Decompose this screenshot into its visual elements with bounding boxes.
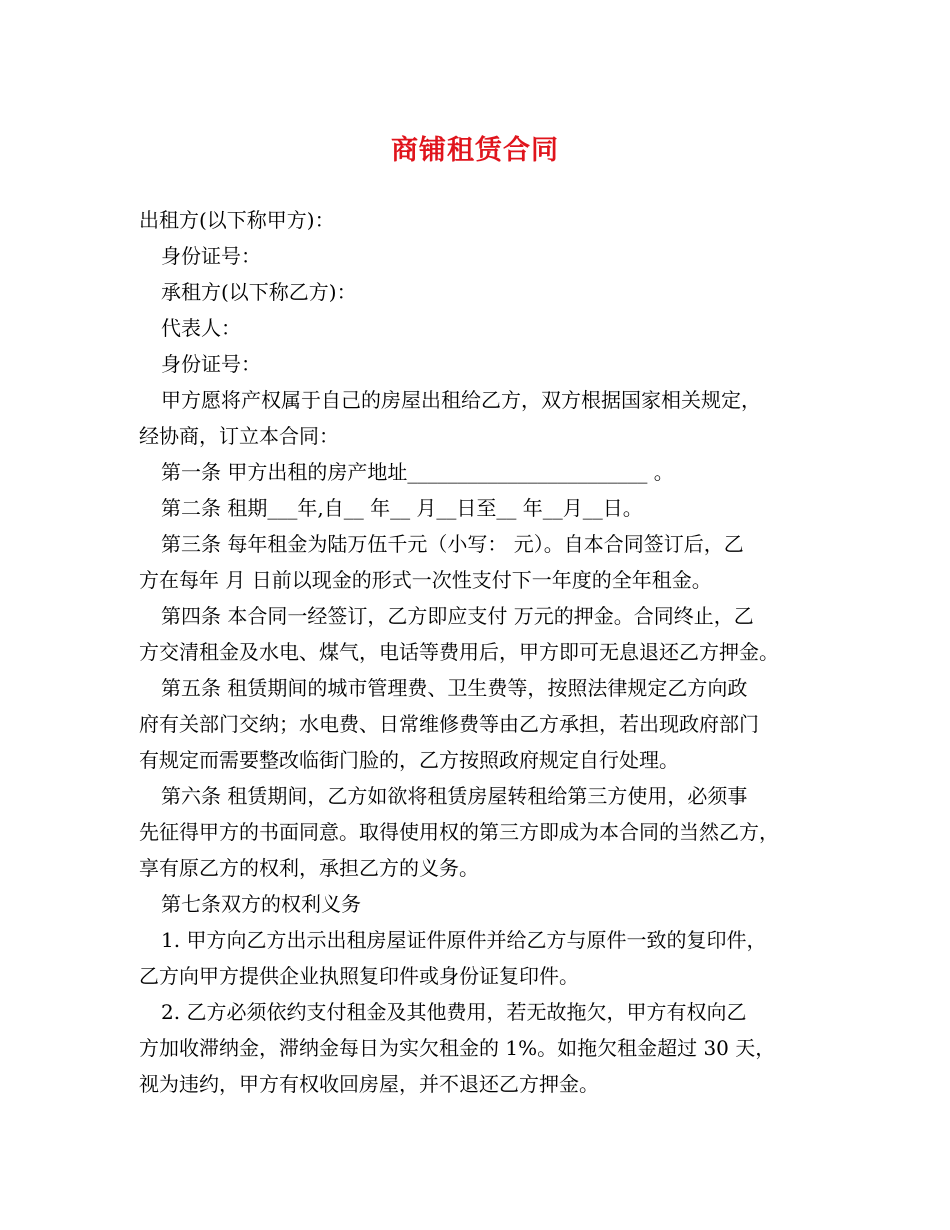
- text-line-article-3: 第三条 每年租金为陆万伍千元（小写： 元）。自本合同签订后，乙: [161, 532, 744, 556]
- text-line-clause-2-cont-2: 视为违约，甲方有权收回房屋，并不退还乙方押金。: [139, 1072, 599, 1096]
- text-line-article-5-cont-2: 有规定而需要整改临街门脸的，乙方按照政府规定自行处理。: [139, 748, 679, 772]
- text-line-article-5-cont-1: 府有关部门交纳；水电费、日常维修费等由乙方承担，若出现政府部门: [139, 712, 759, 736]
- text-line-clause-1-cont: 乙方向甲方提供企业执照复印件或身份证复印件。: [139, 964, 579, 988]
- document-title: 商铺租赁合同: [391, 135, 559, 166]
- text-line-preamble-cont: 经协商，订立本合同：: [139, 424, 339, 448]
- text-line-clause-2: 2. 乙方必须依约支付租金及其他费用，若无故拖欠，甲方有权向乙: [161, 1000, 747, 1024]
- text-line-article-7: 第七条双方的权利义务: [161, 892, 361, 916]
- text-line-lessee: 承租方(以下称乙方)：: [161, 280, 357, 304]
- text-line-lessor-id: 身份证号：: [161, 244, 261, 268]
- text-line-article-2: 第二条 租期___年,自__ 年__ 月__日至__ 年__月__日。: [161, 496, 643, 520]
- text-line-article-6: 第六条 租赁期间，乙方如欲将租赁房屋转租给第三方使用，必须事: [161, 784, 748, 808]
- text-line-article-5: 第五条 租赁期间的城市管理费、卫生费等，按照法律规定乙方向政: [161, 676, 748, 700]
- text-line-lessor: 出租方(以下称甲方)：: [139, 208, 335, 232]
- text-line-preamble: 甲方愿将产权属于自己的房屋出租给乙方，双方根据国家相关规定，: [161, 388, 761, 412]
- text-line-clause-2-cont-1: 方加收滞纳金，滞纳金每日为实欠租金的 1%。如拖欠租金超过 30 天，: [139, 1036, 776, 1060]
- text-line-article-4: 第四条 本合同一经签订，乙方即应支付 万元的押金。合同终止，乙: [161, 604, 754, 628]
- text-line-lessee-id: 身份证号：: [161, 352, 261, 376]
- text-line-article-4-cont: 方交清租金及水电、煤气，电话等费用后，甲方即可无息退还乙方押金。: [139, 640, 779, 664]
- text-line-clause-1: 1. 甲方向乙方出示出租房屋证件原件并给乙方与原件一致的复印件，: [161, 928, 767, 952]
- text-line-article-1: 第一条 甲方出租的房产地址________________________ 。: [161, 460, 674, 484]
- text-line-article-6-cont-1: 先征得甲方的书面同意。取得使用权的第三方即成为本合同的当然乙方，: [139, 820, 779, 844]
- document-body: [139, 202, 819, 1102]
- text-line-article-6-cont-2: 享有原乙方的权利，承担乙方的义务。: [139, 856, 479, 880]
- text-line-representative: 代表人：: [161, 316, 241, 340]
- text-line-article-3-cont: 方在每年 月 日前以现金的形式一次性支付下一年度的全年租金。: [139, 568, 712, 592]
